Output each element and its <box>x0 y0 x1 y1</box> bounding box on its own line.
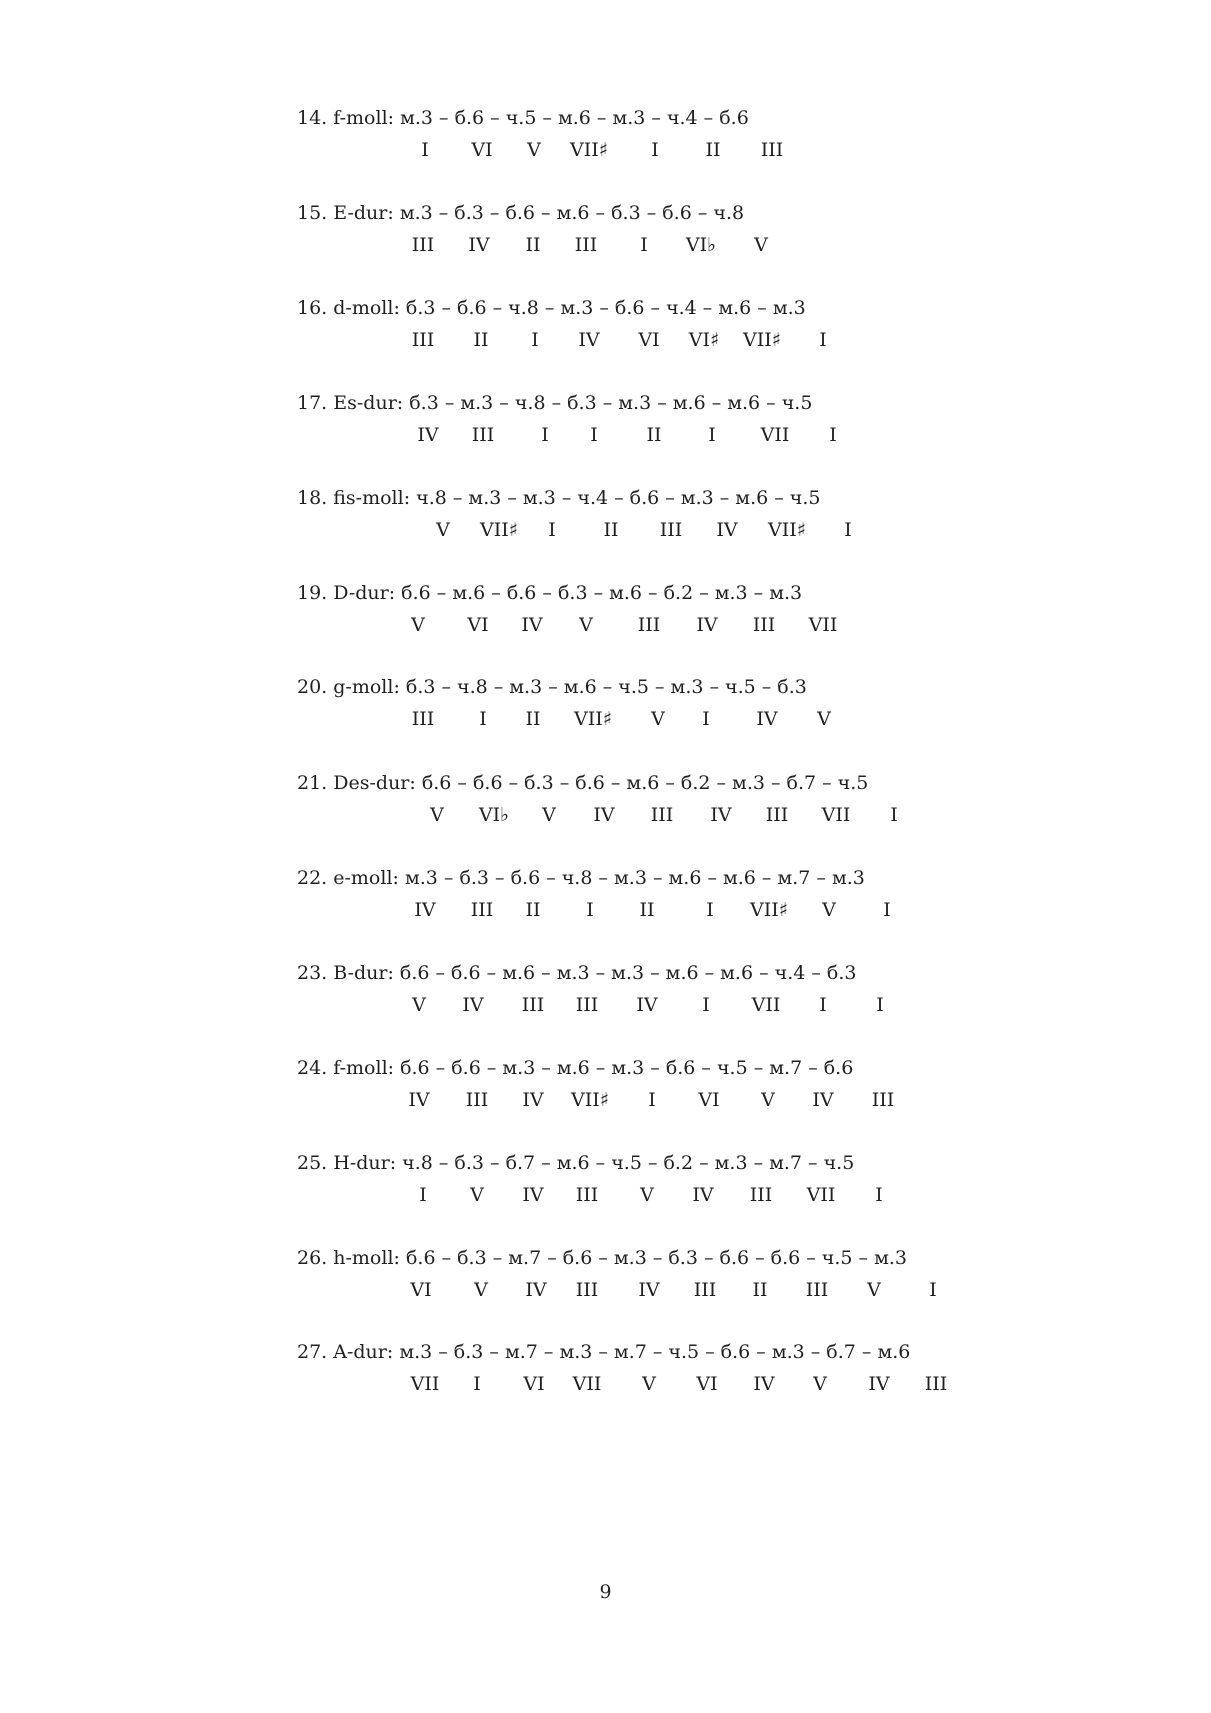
scale-degree: III <box>693 1279 717 1301</box>
scale-degree: V <box>527 139 541 161</box>
exercise-interval-line: 14. f-moll: м.3 – б.6 – ч.5 – м.6 – м.3 – ч.4 – б.6 <box>297 107 749 129</box>
exercise-item <box>297 1244 1117 1314</box>
exercise-interval-line: 24. f-moll: б.6 – б.6 – м.3 – м.6 – м.3 – б.6 – ч.5 – м.7 – б.6 <box>297 1057 854 1079</box>
exercise-item <box>297 673 1117 743</box>
exercise-item <box>297 959 1117 1029</box>
exercise-interval-line: 23. B-dur: б.6 – б.6 – м.6 – м.3 – м.3 – м.6 – м.6 – ч.4 – б.3 <box>297 962 857 984</box>
scale-degree: II <box>473 329 489 351</box>
scale-degree-row <box>297 896 1117 924</box>
scale-degree: VI♯ <box>688 329 720 351</box>
scale-degree: I <box>819 329 827 351</box>
scale-degree: III <box>805 1279 829 1301</box>
scale-degree: II <box>646 424 662 446</box>
scale-degree: IV <box>692 1184 714 1206</box>
scale-degree: I <box>541 424 549 446</box>
scale-degree-row <box>297 991 1117 1019</box>
scale-degree: VI <box>698 1089 720 1111</box>
scale-degree: VII♯ <box>574 708 612 730</box>
scale-degree: III <box>471 424 495 446</box>
scale-degree: II <box>603 519 619 541</box>
scale-degree: I <box>648 1089 656 1111</box>
scale-degree: III <box>575 1184 599 1206</box>
exercise-interval-line: 22. e-moll: м.3 – б.3 – б.6 – ч.8 – м.3 – м.6 – м.6 – м.7 – м.3 <box>297 867 865 889</box>
scale-degree: VI <box>523 1373 545 1395</box>
scale-degree: II <box>752 1279 768 1301</box>
scale-degree: VII♯ <box>571 1089 609 1111</box>
scale-degree: IV <box>408 1089 430 1111</box>
scale-degree: III <box>411 708 435 730</box>
scale-degree: I <box>590 424 598 446</box>
scale-degree: V <box>867 1279 881 1301</box>
exercise-interval-line: 21. Des-dur: б.6 – б.6 – б.3 – б.6 – м.6 – б.2 – м.3 – б.7 – ч.5 <box>297 772 869 794</box>
scale-degree: VII <box>760 424 790 446</box>
scale-degree: IV <box>593 804 615 826</box>
scale-degree: IV <box>636 994 658 1016</box>
scale-degree: VII <box>821 804 851 826</box>
scale-degree: VI <box>471 139 493 161</box>
scale-degree: VI <box>638 329 660 351</box>
exercise-interval-line: 25. H-dur: ч.8 – б.3 – б.7 – м.6 – ч.5 – б.2 – м.3 – м.7 – ч.5 <box>297 1152 855 1174</box>
scale-degree: I <box>883 899 891 921</box>
scale-degree: V <box>579 614 593 636</box>
scale-degree: III <box>760 139 784 161</box>
scale-degree: IV <box>710 804 732 826</box>
exercise-interval-line: 26. h-moll: б.6 – б.3 – м.7 – б.6 – м.3 – б.3 – б.6 – б.6 – ч.5 – м.3 <box>297 1247 907 1269</box>
scale-degree-row <box>297 1370 1117 1398</box>
scale-degree: IV <box>716 519 738 541</box>
scale-degree: IV <box>578 329 600 351</box>
scale-degree-row <box>297 801 1117 829</box>
exercise-item <box>297 1149 1117 1219</box>
scale-degree: V <box>813 1373 827 1395</box>
scale-degree: VII <box>806 1184 836 1206</box>
scale-degree: I <box>421 139 429 161</box>
scale-degree: V <box>542 804 556 826</box>
scale-degree: VII♯ <box>768 519 806 541</box>
scale-degree: I <box>473 1373 481 1395</box>
exercise-item <box>297 864 1117 934</box>
scale-degree: V <box>474 1279 488 1301</box>
scale-degree: I <box>531 329 539 351</box>
scale-degree: VII♯ <box>743 329 781 351</box>
scale-degree: V <box>412 994 426 1016</box>
scale-degree: VII <box>808 614 838 636</box>
scale-degree-row <box>297 1276 1117 1304</box>
scale-degree: IV <box>522 1089 544 1111</box>
scale-degree: IV <box>868 1373 890 1395</box>
scale-degree: V <box>651 708 665 730</box>
scale-degree: III <box>465 1089 489 1111</box>
scale-degree: III <box>470 899 494 921</box>
scale-degree: IV <box>522 1184 544 1206</box>
scale-degree: V <box>817 708 831 730</box>
scale-degree: IV <box>753 1373 775 1395</box>
exercise-item <box>297 294 1117 364</box>
scale-degree: IV <box>468 234 490 256</box>
scale-degree: III <box>575 1279 599 1301</box>
scale-degree: III <box>411 234 435 256</box>
scale-degree: VI♭ <box>478 804 510 826</box>
scale-degree: III <box>924 1373 948 1395</box>
scale-degree: I <box>819 994 827 1016</box>
scale-degree: V <box>411 614 425 636</box>
scale-degree: I <box>651 139 659 161</box>
exercise-item <box>297 104 1117 174</box>
scale-degree: VI <box>410 1279 432 1301</box>
scale-degree: III <box>749 1184 773 1206</box>
scale-degree: II <box>639 899 655 921</box>
scale-degree: VII♯ <box>750 899 788 921</box>
scale-degree: I <box>479 708 487 730</box>
scale-degree: I <box>844 519 852 541</box>
scale-degree: IV <box>414 899 436 921</box>
scale-degree: IV <box>696 614 718 636</box>
scale-degree-row <box>297 136 1117 164</box>
scale-degree: II <box>525 708 541 730</box>
scale-degree: IV <box>756 708 778 730</box>
scale-degree-row <box>297 231 1117 259</box>
exercise-interval-line: 17. Es-dur: б.3 – м.3 – ч.8 – б.3 – м.3 – м.6 – м.6 – ч.5 <box>297 392 813 414</box>
scale-degree: V <box>430 804 444 826</box>
scale-degree: IV <box>521 614 543 636</box>
scale-degree: I <box>640 234 648 256</box>
exercise-item <box>297 1054 1117 1124</box>
scale-degree: V <box>822 899 836 921</box>
exercise-item <box>297 1338 1117 1408</box>
scale-degree: III <box>575 994 599 1016</box>
scale-degree-row <box>297 1086 1117 1114</box>
scale-degree: IV <box>812 1089 834 1111</box>
scale-degree: VI <box>467 614 489 636</box>
scale-degree-row <box>297 611 1117 639</box>
scale-degree: I <box>706 899 714 921</box>
scale-degree: I <box>929 1279 937 1301</box>
scale-degree-row <box>297 421 1117 449</box>
scale-degree: III <box>871 1089 895 1111</box>
scale-degree: I <box>890 804 898 826</box>
scale-degree: V <box>470 1184 484 1206</box>
scale-degree: III <box>411 329 435 351</box>
scale-degree: I <box>586 899 594 921</box>
exercise-item <box>297 389 1117 459</box>
scale-degree: III <box>650 804 674 826</box>
scale-degree-row <box>297 516 1117 544</box>
exercise-item <box>297 199 1117 269</box>
scale-degree: IV <box>462 994 484 1016</box>
scale-degree: II <box>525 899 541 921</box>
scale-degree: VII♯ <box>480 519 518 541</box>
scale-degree: V <box>761 1089 775 1111</box>
exercise-item <box>297 484 1117 554</box>
scale-degree: III <box>752 614 776 636</box>
scale-degree: V <box>754 234 768 256</box>
scale-degree: VII <box>410 1373 440 1395</box>
exercise-interval-line: 27. A-dur: м.3 – б.3 – м.7 – м.3 – м.7 – ч.5 – б.6 – м.3 – б.7 – м.6 <box>297 1341 911 1363</box>
scale-degree: III <box>659 519 683 541</box>
scale-degree: VI <box>696 1373 718 1395</box>
exercise-interval-line: 16. d-moll: б.3 – б.6 – ч.8 – м.3 – б.6 – ч.4 – м.6 – м.3 <box>297 297 806 319</box>
scale-degree: V <box>642 1373 656 1395</box>
exercise-item <box>297 769 1117 839</box>
scale-degree: V <box>436 519 450 541</box>
scale-degree-row <box>297 1181 1117 1209</box>
scale-degree: I <box>876 994 884 1016</box>
scale-degree: II <box>705 139 721 161</box>
scale-degree: IV <box>638 1279 660 1301</box>
scale-degree: I <box>702 994 710 1016</box>
scale-degree: I <box>419 1184 427 1206</box>
exercise-interval-line: 18. fis-moll: ч.8 – м.3 – м.3 – ч.4 – б.6 – м.3 – м.6 – ч.5 <box>297 487 821 509</box>
exercise-item <box>297 579 1117 649</box>
scale-degree: VI♭ <box>685 234 717 256</box>
scale-degree: I <box>708 424 716 446</box>
scale-degree: V <box>640 1184 654 1206</box>
scale-degree: IV <box>525 1279 547 1301</box>
scale-degree: II <box>525 234 541 256</box>
scale-degree: I <box>875 1184 883 1206</box>
scale-degree: VII <box>751 994 781 1016</box>
scale-degree: I <box>702 708 710 730</box>
scale-degree: III <box>521 994 545 1016</box>
exercise-interval-line: 20. g-moll: б.3 – ч.8 – м.3 – м.6 – ч.5 – м.3 – ч.5 – б.3 <box>297 676 807 698</box>
scale-degree-row <box>297 705 1117 733</box>
scale-degree: I <box>829 424 837 446</box>
exercise-interval-line: 19. D-dur: б.6 – м.6 – б.6 – б.3 – м.6 – б.2 – м.3 – м.3 <box>297 582 803 604</box>
scale-degree: III <box>765 804 789 826</box>
exercise-interval-line: 15. E-dur: м.3 – б.3 – б.6 – м.6 – б.3 – б.6 – ч.8 <box>297 202 745 224</box>
scale-degree: I <box>548 519 556 541</box>
scale-degree: VII♯ <box>570 139 608 161</box>
scale-degree: VII <box>572 1373 602 1395</box>
scale-degree-row <box>297 326 1117 354</box>
scale-degree: III <box>574 234 598 256</box>
scale-degree: IV <box>417 424 439 446</box>
page-number: 9 <box>599 1581 612 1603</box>
scale-degree: III <box>637 614 661 636</box>
